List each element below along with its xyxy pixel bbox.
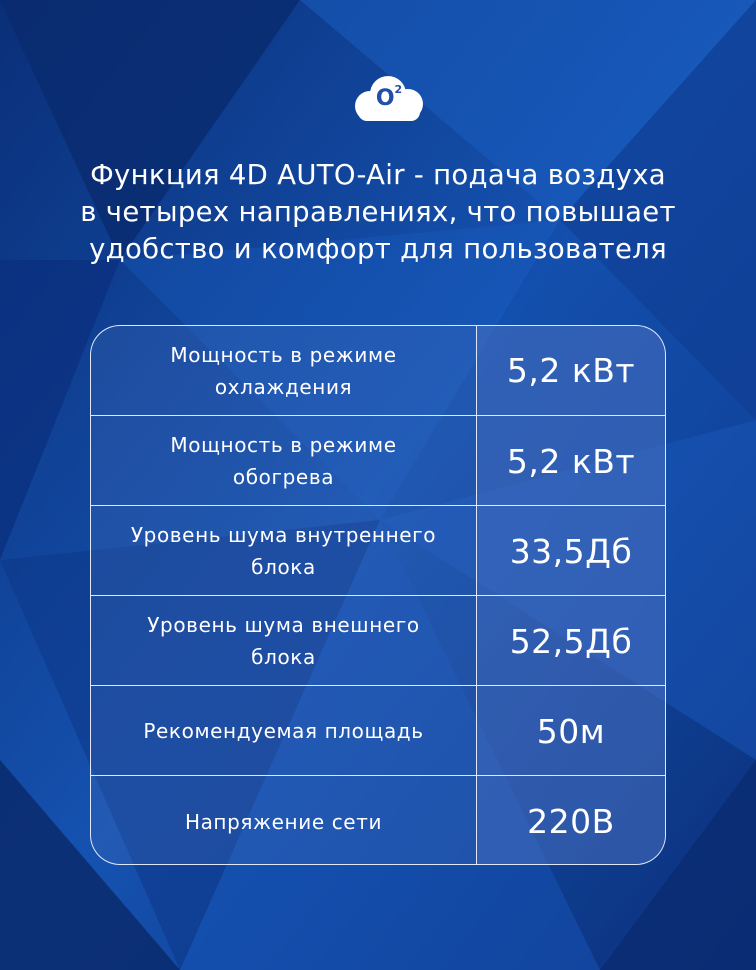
headline-line: Функция 4D AUTO-Air - подача воздуха <box>90 159 666 191</box>
o2-cloud-logo <box>348 72 430 132</box>
table-row <box>91 775 665 865</box>
spec-label: Рекомендуемая площадь <box>91 686 477 776</box>
table-row <box>91 326 665 415</box>
spec-value: 50м <box>477 686 665 776</box>
table-row <box>91 685 665 776</box>
spec-label: Мощность в режиме обогрева <box>91 416 477 506</box>
spec-value: 33,5Дб <box>477 506 665 596</box>
logo-text: $O^2$ <box>375 82 403 111</box>
spec-value: 52,5Дб <box>477 596 665 686</box>
headline-line: удобство и комфорт для пользователя <box>89 233 667 265</box>
spec-value: 220В <box>477 776 665 865</box>
table-row <box>91 595 665 686</box>
spec-label: Уровень шума внутреннего блока <box>91 506 477 596</box>
spec-label: Напряжение сети <box>91 776 477 865</box>
headline <box>20 157 736 268</box>
specs-table <box>90 325 666 865</box>
spec-value: 5,2 кВт <box>477 416 665 506</box>
table-row <box>91 505 665 596</box>
headline-line: в четырех направлениях, что повышает <box>80 196 676 228</box>
table-row <box>91 415 665 506</box>
spec-value: 5,2 кВт <box>477 326 665 415</box>
spec-label: Мощность в режиме охлаждения <box>91 326 477 415</box>
spec-label: Уровень шума внешнего блока <box>91 596 477 686</box>
